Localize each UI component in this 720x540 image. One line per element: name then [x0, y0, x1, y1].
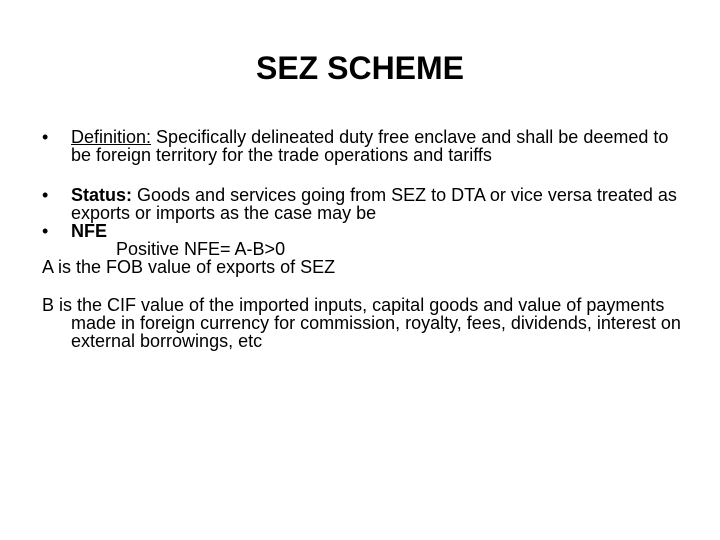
nfe-bullet — [42, 222, 682, 240]
definition-text: Specifically delineated duty free enclave and shall be deemed to be foreign territory for the trade operations and tariffs — [71, 127, 669, 165]
status-bullet — [42, 186, 682, 222]
slide-body — [42, 128, 682, 350]
bullet-marker: • — [42, 221, 49, 241]
spacer — [42, 164, 682, 186]
spacer — [42, 276, 682, 296]
bullet-marker: • — [42, 185, 49, 205]
bullet-marker: • — [42, 127, 49, 147]
b-definition: B is the CIF value of the imported inputs, capital goods and value of payments made in foreign currency for commission, royalty, fees, dividends, interest on external borrowings, etc — [42, 295, 681, 351]
slide-title: SEZ SCHEME — [255, 50, 465, 86]
nfe-formula: Positive NFE= A-B>0 — [116, 239, 286, 259]
definition-label: Definition: — [71, 127, 152, 147]
a-definition: A is the FOB value of exports of SEZ — [42, 257, 336, 277]
nfe-label: NFE — [71, 221, 107, 241]
definition-bullet — [42, 128, 682, 164]
status-label: Status: — [71, 185, 133, 205]
status-text: Goods and services going from SEZ to DTA or vice versa treated as exports or imports as the case may be — [71, 185, 677, 223]
